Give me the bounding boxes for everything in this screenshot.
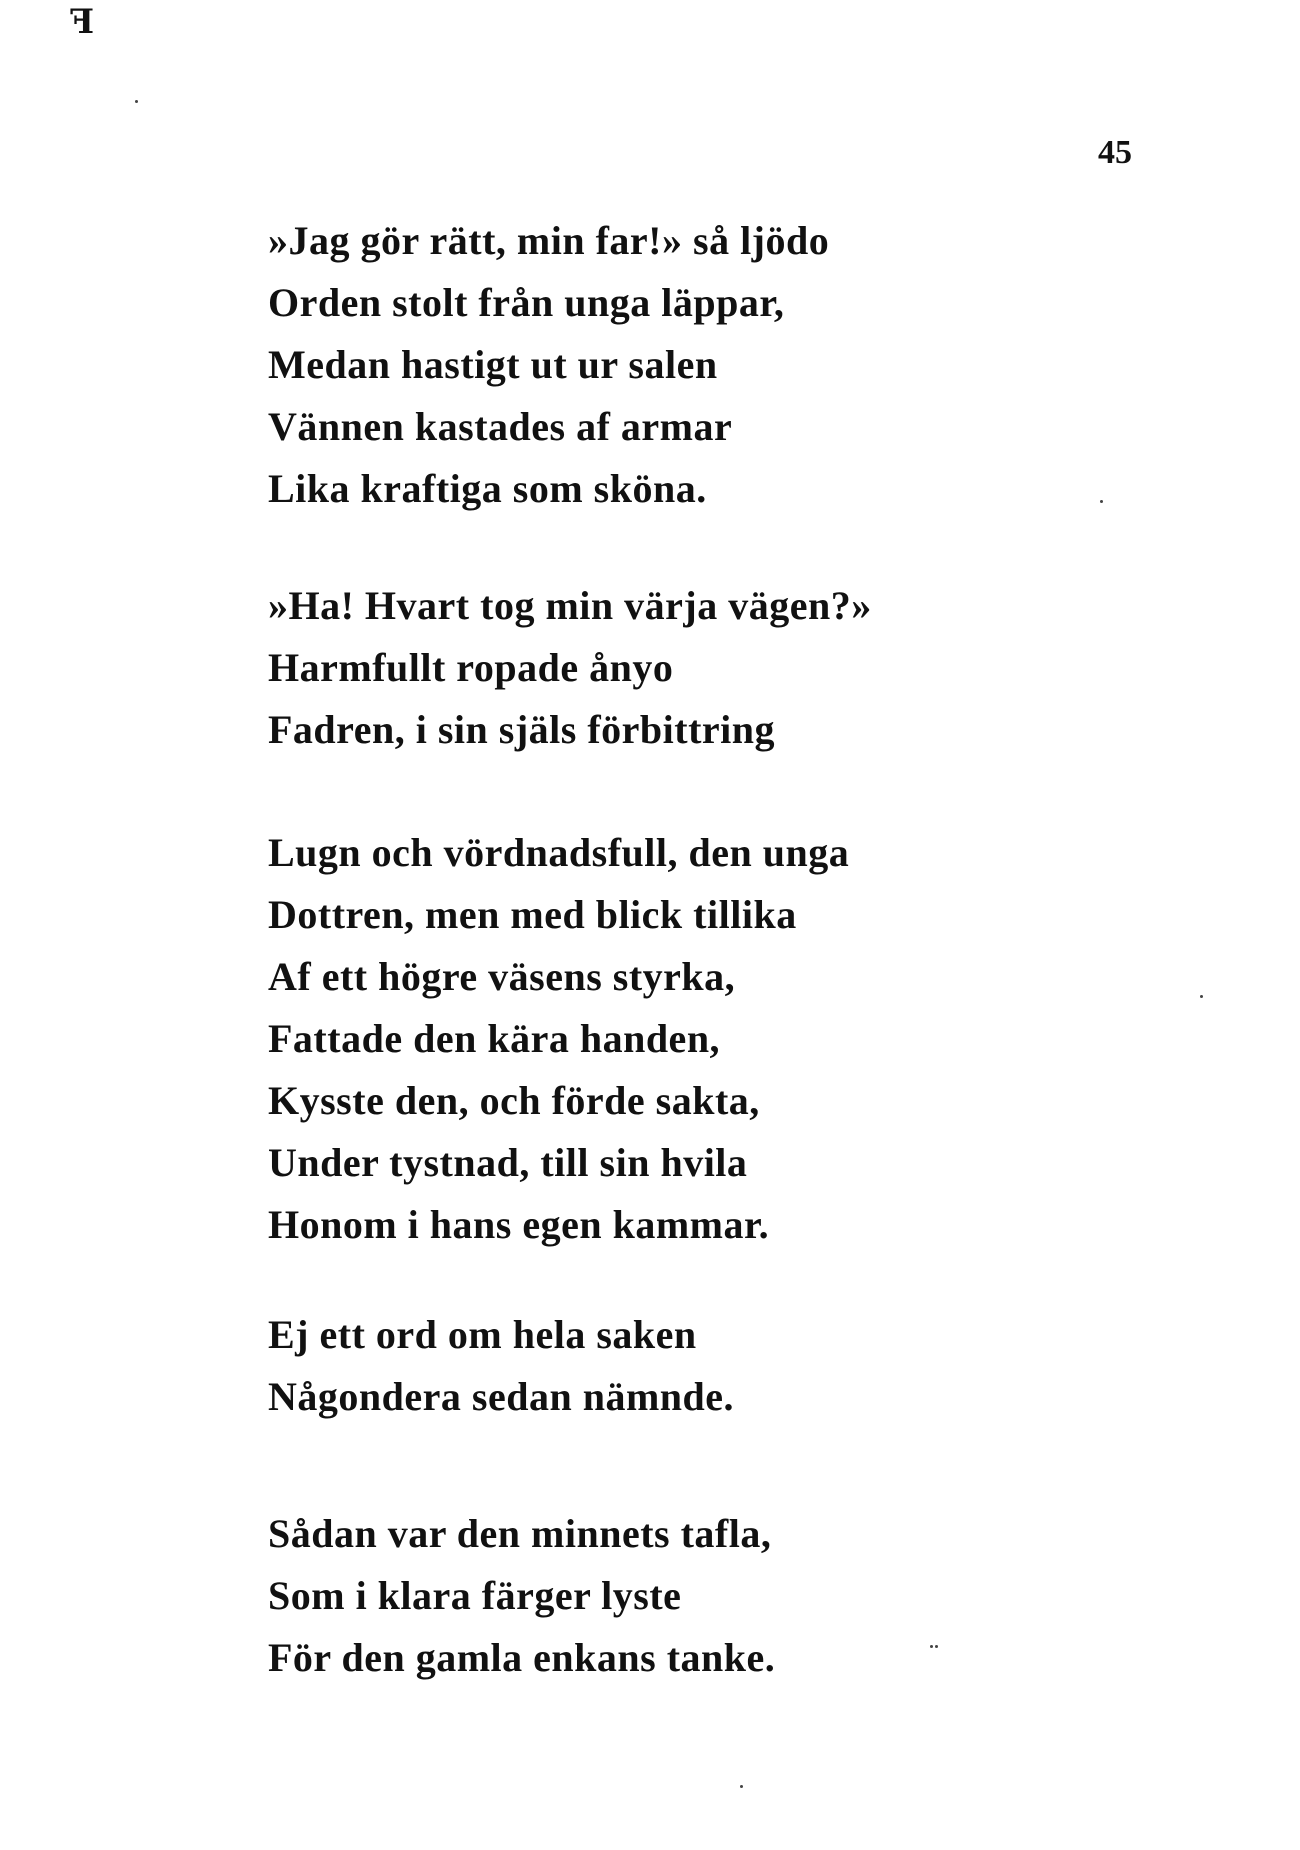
verse-line: »Jag gör rätt, min far!» så ljödo <box>268 218 830 263</box>
verse-line: Fadren, i sin själs förbittring <box>268 707 776 752</box>
scan-speck <box>135 100 138 103</box>
verse-line: Lika kraftiga som sköna. <box>268 466 707 511</box>
verse-line: Dottren, men med blick tillika <box>268 892 797 937</box>
verse-line: Fattade den kära handen, <box>268 1016 721 1061</box>
verse-line: För den gamla enkans tanke. <box>268 1635 776 1680</box>
verse-line: Lugn och vördnadsfull, den unga <box>268 830 850 875</box>
verse-line: Under tystnad, till sin hvila <box>268 1140 748 1185</box>
page-number: 45 <box>1098 134 1132 171</box>
verse-line: »Ha! Hvart tog min värja vägen?» <box>268 583 872 628</box>
verse-line: Vännen kastades af armar <box>268 404 733 449</box>
scan-speck <box>1100 500 1103 503</box>
verse-line: Sådan var den minnets tafla, <box>268 1511 772 1556</box>
stanza-2 <box>268 575 872 761</box>
scan-speck <box>1200 995 1203 998</box>
verse-line: Medan hastigt ut ur salen <box>268 342 718 387</box>
stanza-4 <box>268 1304 734 1428</box>
verse-line: Af ett högre väsens styrka, <box>268 954 736 999</box>
corner-print-mark: ꟻ <box>70 4 95 41</box>
verse-line: Ej ett ord om hela saken <box>268 1312 697 1357</box>
scan-speck <box>935 1645 938 1648</box>
stanza-5 <box>268 1503 775 1689</box>
verse-line: Harmfullt ropade ånyo <box>268 645 674 690</box>
stanza-3 <box>268 822 849 1256</box>
scan-speck <box>930 1645 933 1648</box>
verse-line: Någondera sedan nämnde. <box>268 1374 735 1419</box>
verse-line: Kysste den, och förde sakta, <box>268 1078 760 1123</box>
stanza-1 <box>268 210 829 520</box>
verse-line: Som i klara färger lyste <box>268 1573 682 1618</box>
scan-speck <box>740 1785 743 1788</box>
verse-line: Orden stolt från unga läppar, <box>268 280 785 325</box>
verse-line: Honom i hans egen kammar. <box>268 1202 770 1247</box>
